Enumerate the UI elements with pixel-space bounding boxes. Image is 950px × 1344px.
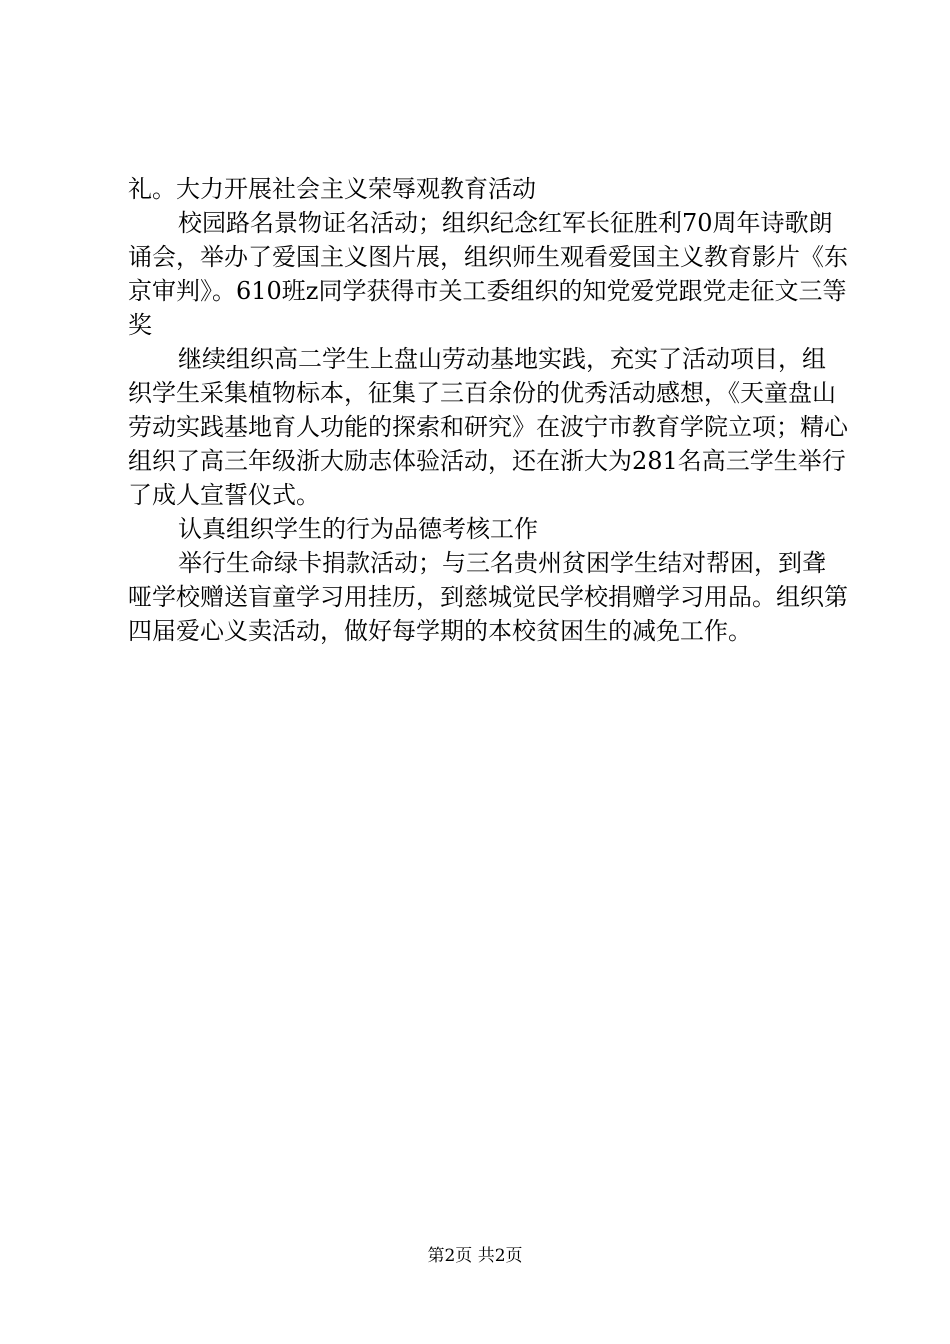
paragraph-labor-practice: 继续组织高二学生上盘山劳动基地实践，充实了活动项目，组织学生采集植物标本，征集了三百余份的优秀活动感想，《天童盘山劳动实践基地育人功能的探索和研究》在波宁市教育学院立项；精心组织了高三年级浙大励志体验活动，还在浙大为281名高三学生举行了成人宣誓仪式。	[128, 345, 848, 509]
paragraph-campus-activities: 校园路名景物证名活动；组织纪念红军长征胜利70周年诗歌朗诵会，举办了爱国主义图片展，组织师生观看爱国主义教育影片《东京审判》。610班z同学获得市关工委组织的知党爱党跟党走征文三等奖	[128, 209, 848, 339]
document-body	[128, 172, 848, 648]
paragraph-conduct-assessment: 认真组织学生的行为品德考核工作	[178, 515, 538, 543]
paragraph-charity: 举行生命绿卡捐款活动；与三名贵州贫困学生结对帮困，到聋哑学校赠送盲童学习用挂历，到慈城觉民学校捐赠学习用品。组织第四届爱心义卖活动，做好每学期的本校贫困生的减免工作。	[128, 549, 848, 645]
page-number-footer: 第2页 共2页	[427, 1246, 523, 1266]
paragraph-continuation: 礼。大力开展社会主义荣辱观教育活动	[128, 175, 536, 203]
